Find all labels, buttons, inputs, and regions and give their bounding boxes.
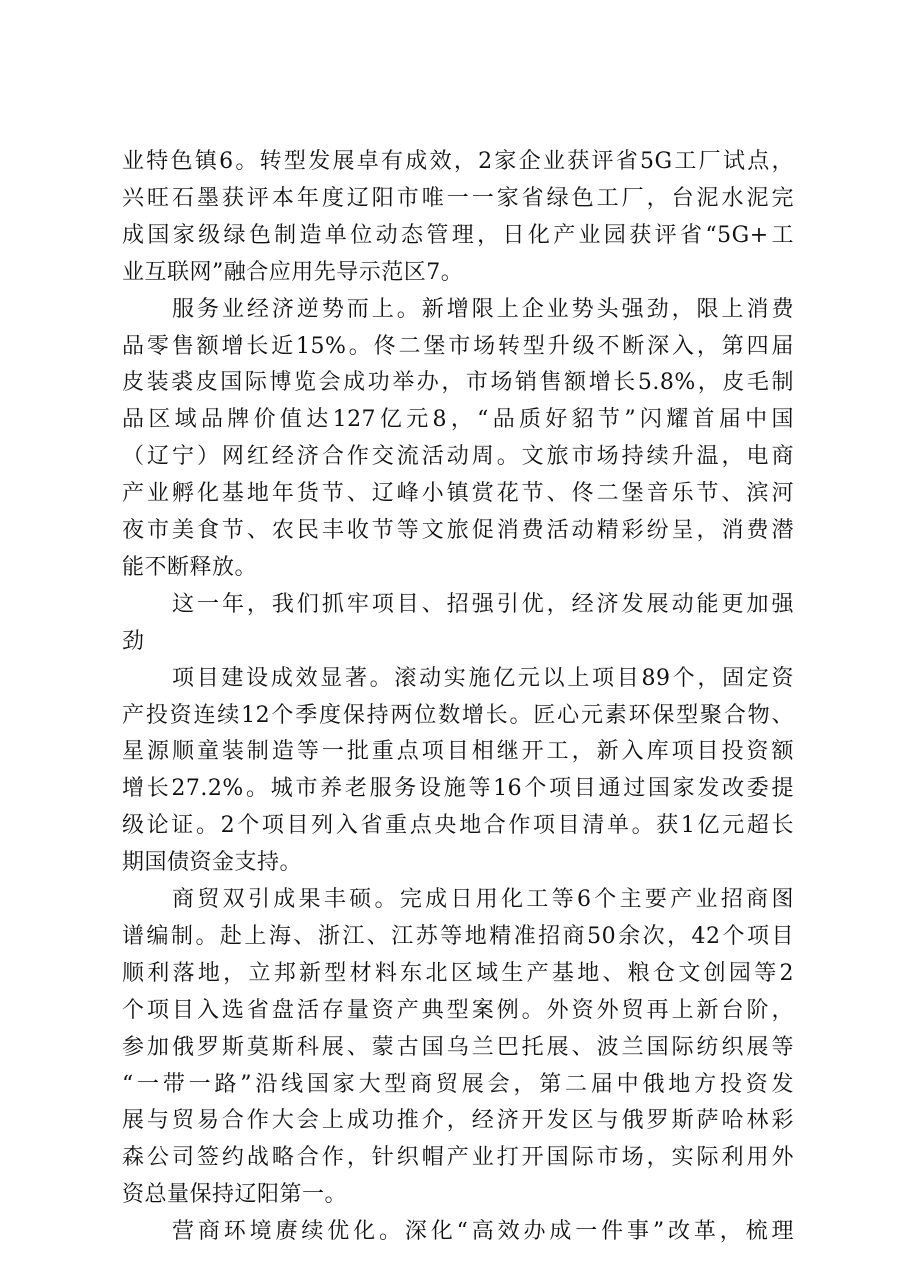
text-line: 品区域品牌价值达127亿元8，“品质好貂节”闪耀首届中国 <box>122 407 794 433</box>
text-line: 谱编制。赴上海、浙江、江苏等地精准招商50余次，42个项目 <box>122 923 794 949</box>
text-line: “一带一路”沿线国家大型商贸展会，第二届中俄地方投资发 <box>122 1071 794 1097</box>
text-line: 产业孵化基地年货节、辽峰小镇赏花节、佟二堡音乐节、滨河 <box>122 481 794 507</box>
text-line: 参加俄罗斯莫斯科展、蒙古国乌兰巴托展、波兰国际纺织展等 <box>122 1034 794 1060</box>
text-line: 增长27.2%。城市养老服务设施等16个项目通过国家发改委提 <box>122 776 794 802</box>
text-line: 资总量保持辽阳第一。 <box>122 1182 348 1208</box>
text-line: 个项目入选省盘活存量资产典型案例。外资外贸再上新台阶， <box>122 997 794 1023</box>
text-line: （辽宁）网红经济合作交流活动周。文旅市场持续升温，电商 <box>122 444 794 470</box>
text-line: 营商环境赓续优化。深化“高效办成一件事”改革，梳理 <box>172 1219 794 1245</box>
text-line: 兴旺石墨获评本年度辽阳市唯一一家省绿色工厂，台泥水泥完 <box>122 185 794 211</box>
text-line: 产投资连续12个季度保持两位数增长。匠心元素环保型聚合物、 <box>122 702 794 728</box>
text-line: 期国债资金支持。 <box>122 850 303 876</box>
text-line: 品零售额增长近15%。佟二堡市场转型升级不断深入，第四届 <box>122 333 794 359</box>
text-line: 商贸双引成果丰硕。完成日用化工等6个主要产业招商图 <box>172 887 794 912</box>
text-line: 这一年，我们抓牢项目、招强引优，经济发展动能更加强 <box>172 591 794 617</box>
text-line: 森公司签约战略合作，针织帽产业打开国际市场，实际利用外 <box>122 1145 794 1171</box>
text-line: 顺利落地，立邦新型材料东北区域生产基地、粮仓文创园等2 <box>122 960 794 986</box>
text-line: 展与贸易合作大会上成功推介，经济开发区与俄罗斯萨哈林彩 <box>122 1108 794 1134</box>
text-line: 业特色镇6。转型发展卓有成效，2家企业获评省5G工厂试点， <box>122 149 794 174</box>
text-line: 能不断释放。 <box>122 554 258 580</box>
text-line: 星源顺童装制造等一批重点项目相继开工，新入库项目投资额 <box>122 739 794 765</box>
text-line: 夜市美食节、农民丰收节等文旅促消费活动精彩纷呈，消费潜 <box>122 518 794 543</box>
text-line: 业互联网”融合应用先导示范区7。 <box>122 259 464 285</box>
text-line: 劲 <box>122 628 145 654</box>
text-line: 项目建设成效显著。滚动实施亿元以上项目89个，固定资 <box>172 665 794 691</box>
text-line: 服务业经济逆势而上。新增限上企业势头强劲，限上消费 <box>172 296 794 322</box>
text-line: 级论证。2个项目列入省重点央地合作项目清单。获1亿元超长 <box>122 813 794 839</box>
text-line: 成国家级绿色制造单位动态管理，日化产业园获评省“5G+工 <box>122 222 794 248</box>
text-line: 皮装裘皮国际博览会成功举办，市场销售额增长5.8%，皮毛制 <box>122 370 794 396</box>
